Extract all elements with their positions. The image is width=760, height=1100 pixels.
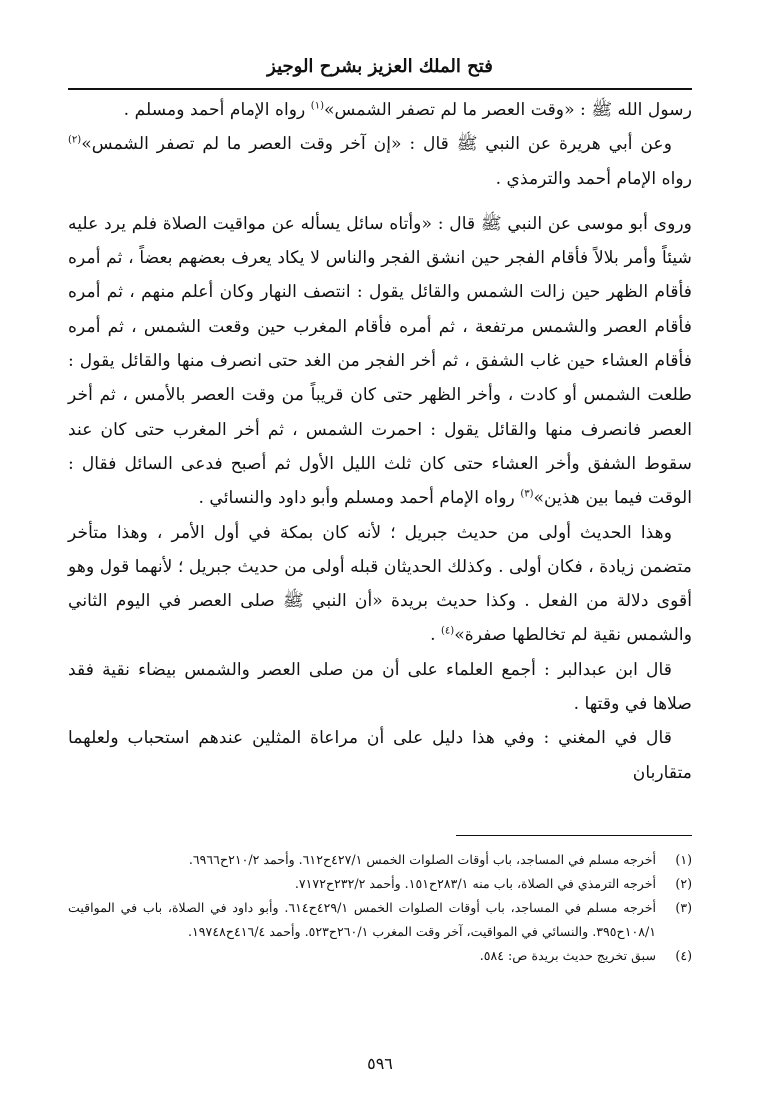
paragraph-tail: رواه الإمام أحمد ومسلم . bbox=[123, 100, 311, 120]
footnote-item bbox=[68, 848, 692, 872]
footnote-text: سبق تخريج حديث بريدة ص: ٥٨٤. bbox=[479, 948, 656, 963]
footnote-number: (٤) bbox=[675, 948, 692, 963]
page-number: ٥٩٦ bbox=[367, 1054, 393, 1073]
footnote-divider bbox=[456, 835, 692, 836]
header-divider bbox=[68, 88, 692, 90]
paragraph-4 bbox=[68, 516, 692, 653]
footnote-item bbox=[68, 944, 692, 968]
footnote-number: (٢) bbox=[675, 876, 692, 891]
footnote-ref[interactable]: (٣) bbox=[520, 488, 534, 500]
paragraph-tail: رواه الإمام أحمد والترمذي . bbox=[495, 168, 692, 189]
footnote-item bbox=[68, 872, 692, 896]
paragraph-tail: . bbox=[430, 625, 441, 646]
paragraph-text: وهذا الحديث أولى من حديث جبريل ؛ لأنه كان بمكة في أول الأمر ، وهذا متأخر متضمن زيادة ، فكان أولى . وكذلك الحديثان قبله أولى من حديث جبريل ؛ لأنهما قول وهو أقوى دلالة من الفعل . وكذا حديث بريدة «أن النبي ﷺ صلى العصر في اليوم الثاني والشمس نقية لم تخالطها صفرة» bbox=[68, 522, 692, 646]
footnote-ref[interactable]: (١) bbox=[310, 100, 324, 112]
paragraph-text: وروى أبو موسى عن النبي ﷺ قال : «وأتاه سائل يسأله عن مواقيت الصلاة فلم يرد عليه شيئاً وأمر بلالاً فأقام الفجر حين انشق الفجر والناس لا يكاد يعرف بعضهم بعضاً ، ثم أمره فأقام الظهر حين زالت الشمس والقائل يقول : انتصف النهار وكان أعلم منهم ، ثم أمره فأقام العصر والشمس مرتفعة ، ثم أمره فأقام المغرب حين وقعت الشمس ، ثم أمره فأقام العشاء حين غاب الشفق ، ثم أخر الفجر من الغد حتى انصرف منها والقائل يقول : طلعت الشمس أو كادت ، وأخر الظهر حتى كان قريباً من وقت العصر بالأمس ، ثم أخر العصر فانصرف منها والقائل يقول : احمرت الشمس ، ثم أخر المغرب حتى كان عند سقوط الشفق وأخر العشاء حتى كان ثلث الليل الأول ثم أصبح فدعى السائل فقال : الوقت فيما بين هذين» bbox=[68, 213, 692, 509]
footnotes bbox=[68, 848, 692, 968]
main-text bbox=[68, 93, 692, 790]
paragraph-5 bbox=[68, 653, 692, 722]
paragraph-6 bbox=[68, 721, 692, 790]
paragraph-text: قال في المغني : وفي هذا دليل على أن مراعاة المثلين عندهم استحباب ولعلهما متقاربان bbox=[68, 728, 692, 783]
paragraph-text: رسول الله ﷺ : «وقت العصر ما لم تصفر الشمس» bbox=[323, 100, 692, 120]
footnote-ref[interactable]: (٢) bbox=[68, 134, 82, 146]
footnote-number: (١) bbox=[675, 852, 692, 867]
footnote-text: أخرجه مسلم في المساجد، باب أوقات الصلوات الخمس ٤٢٩/١ح٦١٤. وأبو داود في الصلاة، باب في المواقيت ١٠٨/١ح٣٩٥. والنسائي في المواقيت، آخر وقت المغرب ٢٦٠/١ح٥٢٣. وأحمد ٤١٦/٤ح١٩٧٤٨. bbox=[68, 900, 656, 939]
footnote-number: (٣) bbox=[675, 900, 692, 915]
paragraph-text: وعن أبي هريرة عن النبي ﷺ قال : «إن آخر وقت العصر ما لم تصفر الشمس» bbox=[81, 134, 672, 155]
paragraph-tail: رواه الإمام أحمد ومسلم وأبو داود والنسائي . bbox=[198, 488, 521, 509]
footnote-ref[interactable]: (٤) bbox=[441, 625, 455, 637]
paragraph-3 bbox=[68, 207, 692, 516]
footnote-item bbox=[68, 896, 692, 944]
paragraph-2 bbox=[68, 127, 692, 196]
footnote-text: أخرجه الترمذي في الصلاة، باب منه ٢٨٣/١ح١٥١. وأحمد ٢٣٢/٢ح٧١٧٢. bbox=[294, 876, 656, 891]
footnote-text: أخرجه مسلم في المساجد، باب أوقات الصلوات الخمس ٤٢٧/١ح٦١٢. وأحمد ٢١٠/٢ح٦٩٦٦. bbox=[188, 852, 656, 867]
running-head-title: فتح الملك العزيز بشرح الوجيز bbox=[267, 56, 493, 77]
paragraph-1 bbox=[68, 93, 692, 127]
paragraph-text: قال ابن عبدالبر : أجمع العلماء على أن من صلى العصر والشمس بيضاء نقية فقد صلاها في وقتها . bbox=[68, 659, 692, 715]
book-page bbox=[68, 0, 692, 1100]
